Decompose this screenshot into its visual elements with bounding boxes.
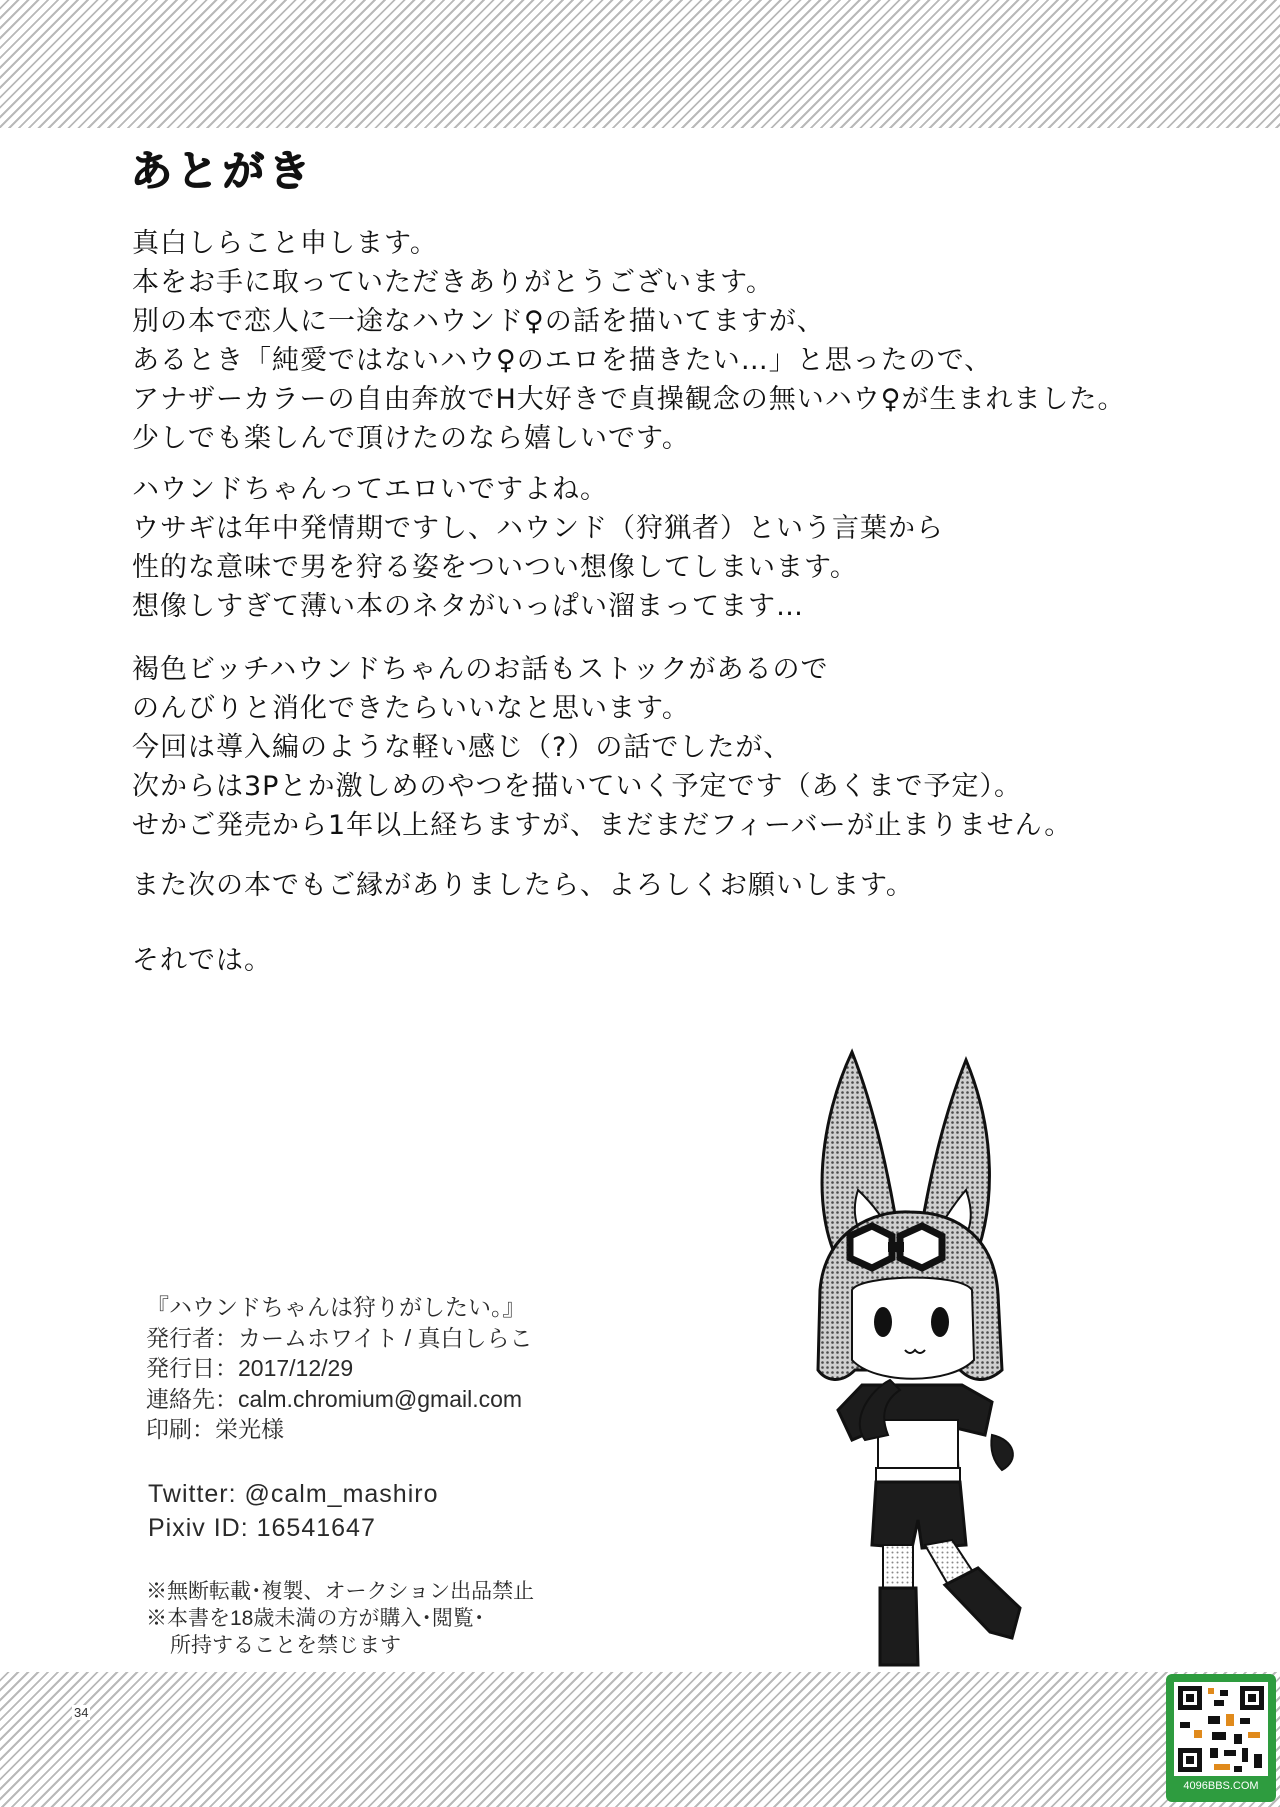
- text-line: 想像しすぎて薄い本のネタがいっぱい溜まってます…: [132, 591, 804, 622]
- text-line: ウサギは年中発情期ですし、ハウンド（狩猟者）という言葉から: [132, 513, 944, 544]
- colophon: [146, 1292, 532, 1445]
- text-line: のんびりと消化できたらいいなと思います。: [132, 693, 690, 724]
- watermark-badge: [1166, 1674, 1276, 1802]
- afterword-paragraph-3: [132, 650, 1072, 845]
- text-line: 性的な意味で男を狩る姿をついつい想像してしまいます。: [132, 552, 858, 583]
- text-line: せかご発売から1年以上経ちますが、まだまだフィーバーが止まりません。: [132, 810, 1073, 841]
- text-line: また次の本でもご縁がありましたら、よろしくお願いします。: [132, 870, 914, 901]
- text-line: それでは。: [132, 945, 272, 976]
- text-line: 本をお手に取っていただきありがとうございます。: [132, 267, 774, 298]
- page-title: あとがき: [130, 146, 315, 195]
- text-line: 次からは3Pとか激しめのやつを描いていく予定です（あくまで予定）。: [132, 771, 1022, 802]
- qr-code-icon: [1174, 1682, 1268, 1776]
- twitter-handle: Twitter: @calm_mashiro: [148, 1480, 439, 1508]
- hound-character-illustration: [780, 1040, 1060, 1680]
- afterword-paragraph-2: [132, 470, 944, 626]
- notice-line: ※本書を18歳未満の方が購入･閲覧･: [146, 1607, 485, 1630]
- text-line: 今回は導入編のような軽い感じ（?）の話でしたが、: [132, 732, 792, 763]
- afterword-paragraph-1: [132, 224, 1126, 458]
- text-line: 少しでも楽しんで頂けたのなら嬉しいです。: [132, 423, 690, 454]
- text-line: 別の本で恋人に一途なハウンド♀の話を描いてますが、: [132, 306, 825, 337]
- pixiv-id: Pixiv ID: 16541647: [148, 1514, 376, 1542]
- publisher: 発行者：カームホワイト / 真白しらこ: [146, 1324, 533, 1351]
- publish-date: 発行日：2017/12/29: [146, 1355, 354, 1381]
- contact-email: 連絡先：calm.chromium@gmail.com: [146, 1385, 523, 1412]
- legal-notices: [146, 1578, 534, 1659]
- text-line: ハウンドちゃんってエロいですよね。: [132, 474, 608, 505]
- page-number: 34: [74, 1705, 89, 1720]
- text-line: 褐色ビッチハウンドちゃんのお話もストックがあるので: [132, 654, 829, 685]
- author-contacts: [148, 1477, 439, 1545]
- afterword-paragraph-4: [132, 866, 914, 905]
- text-line: 真白しらこと申します。: [132, 228, 438, 259]
- book-title: 『ハウンドちゃんは狩りがしたい。』: [146, 1294, 526, 1320]
- text-line: あるとき「純愛ではないハウ♀のエロを描きたい…」と思ったので、: [132, 345, 993, 376]
- notice-line: ※無断転載･複製、オークション出品禁止: [146, 1580, 535, 1603]
- bottom-stripe-band: [0, 1672, 1280, 1807]
- afterword-paragraph-5: [132, 941, 272, 980]
- text-line: アナザーカラーの自由奔放でH大好きで貞操観念の無いハウ♀が生まれました。: [132, 384, 1126, 415]
- printer: 印刷：栄光様: [146, 1416, 284, 1442]
- watermark-caption: 4096BBS.COM: [1183, 1780, 1259, 1792]
- top-stripe-band: [0, 0, 1280, 128]
- notice-line: 所持することを禁じます: [170, 1634, 401, 1657]
